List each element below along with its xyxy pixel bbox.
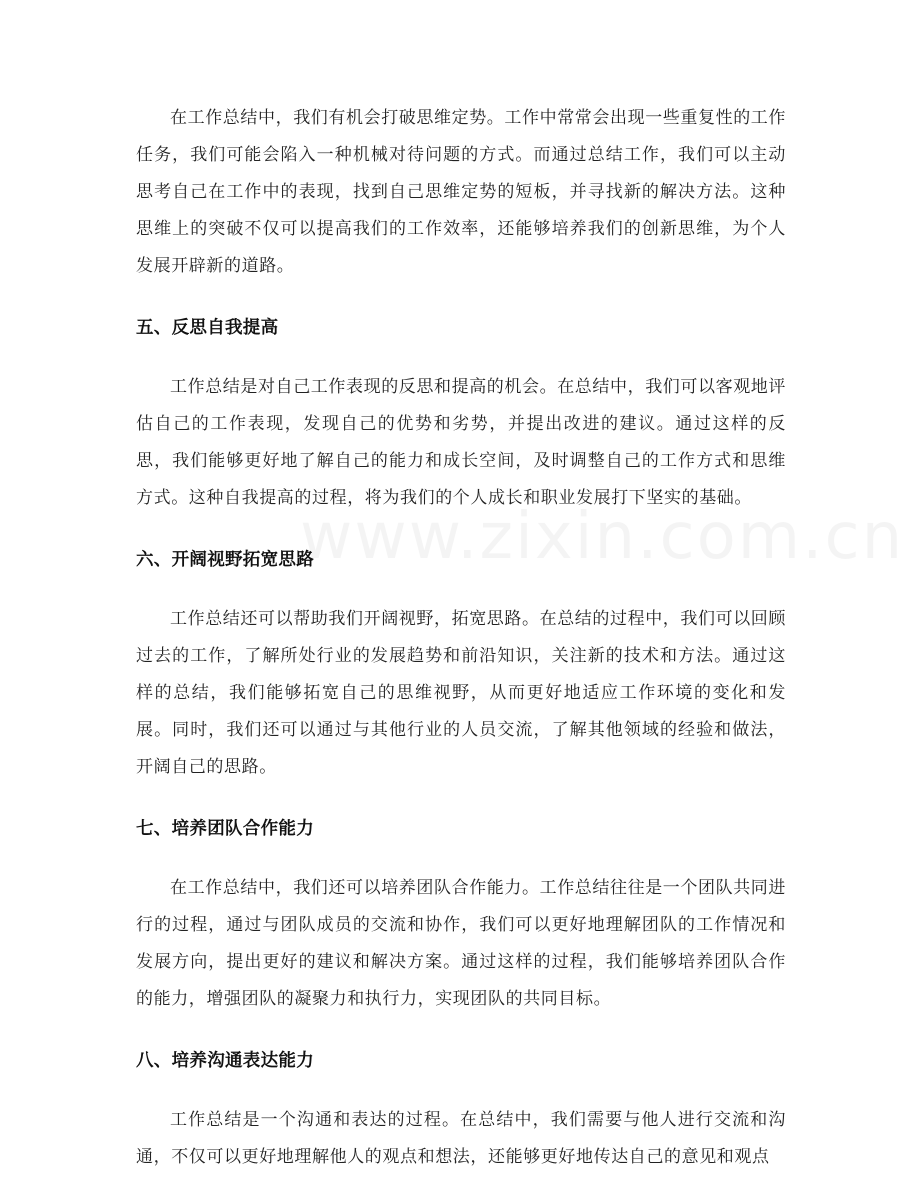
paragraph-section-8: 工作总结是一个沟通和表达的过程。在总结中，我们需要与他人进行交流和沟通，不仅可以更好地理解他人的观点和想法，还能够更好地传达自己的意见和观点 xyxy=(136,1110,786,1167)
paragraph-section-7: 在工作总结中，我们还可以培养团队合作能力。工作总结往往是一个团队共同进行的过程，通过与团队成员的交流和协作，我们可以更好地理解团队的工作情况和发展方向，提出更好的建议和解决方案。通过这样的过程，我们能够培养团队合作的能力，增强团队的凝聚力和执行力，实现团队的共同目标。 xyxy=(136,878,786,1009)
paragraph-section-5: 工作总结是对自己工作表现的反思和提高的机会。在总结中，我们可以客观地评估自己的工作表现，发现自己的优势和劣势，并提出改进的建议。通过这样的反思，我们能够更好地了解自己的能力和成长空间，及时调整自己的工作方式和思维方式。这种自我提高的过程，将为我们的个人成长和职业发展打下坚实的基础。 xyxy=(136,377,786,508)
document-body xyxy=(136,100,786,1176)
paragraph-section-6: 工作总结还可以帮助我们开阔视野，拓宽思路。在总结的过程中，我们可以回顾过去的工作，了解所处行业的发展趋势和前沿知识，关注新的技术和方法。通过这样的总结，我们能够拓宽自己的思维视野，从而更好地适应工作环境的变化和发展。同时，我们还可以通过与其他行业的人员交流，了解其他领域的经验和做法，开阔自己的思路。 xyxy=(136,609,786,777)
paragraph-intro: 在工作总结中，我们有机会打破思维定势。工作中常常会出现一些重复性的工作任务，我们可能会陷入一种机械对待问题的方式。而通过总结工作，我们可以主动思考自己在工作中的表现，找到自己思维定势的短板，并寻找新的解决方法。这种思维上的突破不仅可以提高我们的工作效率，还能够培养我们的创新思维，为个人发展开辟新的道路。 xyxy=(136,108,786,276)
section-heading-7: 七、培养团队合作能力 xyxy=(136,819,314,839)
section-heading-5: 五、反思自我提高 xyxy=(136,318,279,338)
section-heading-6: 六、开阔视野拓宽思路 xyxy=(136,550,314,570)
section-heading-8: 八、培养沟通表达能力 xyxy=(136,1051,314,1071)
